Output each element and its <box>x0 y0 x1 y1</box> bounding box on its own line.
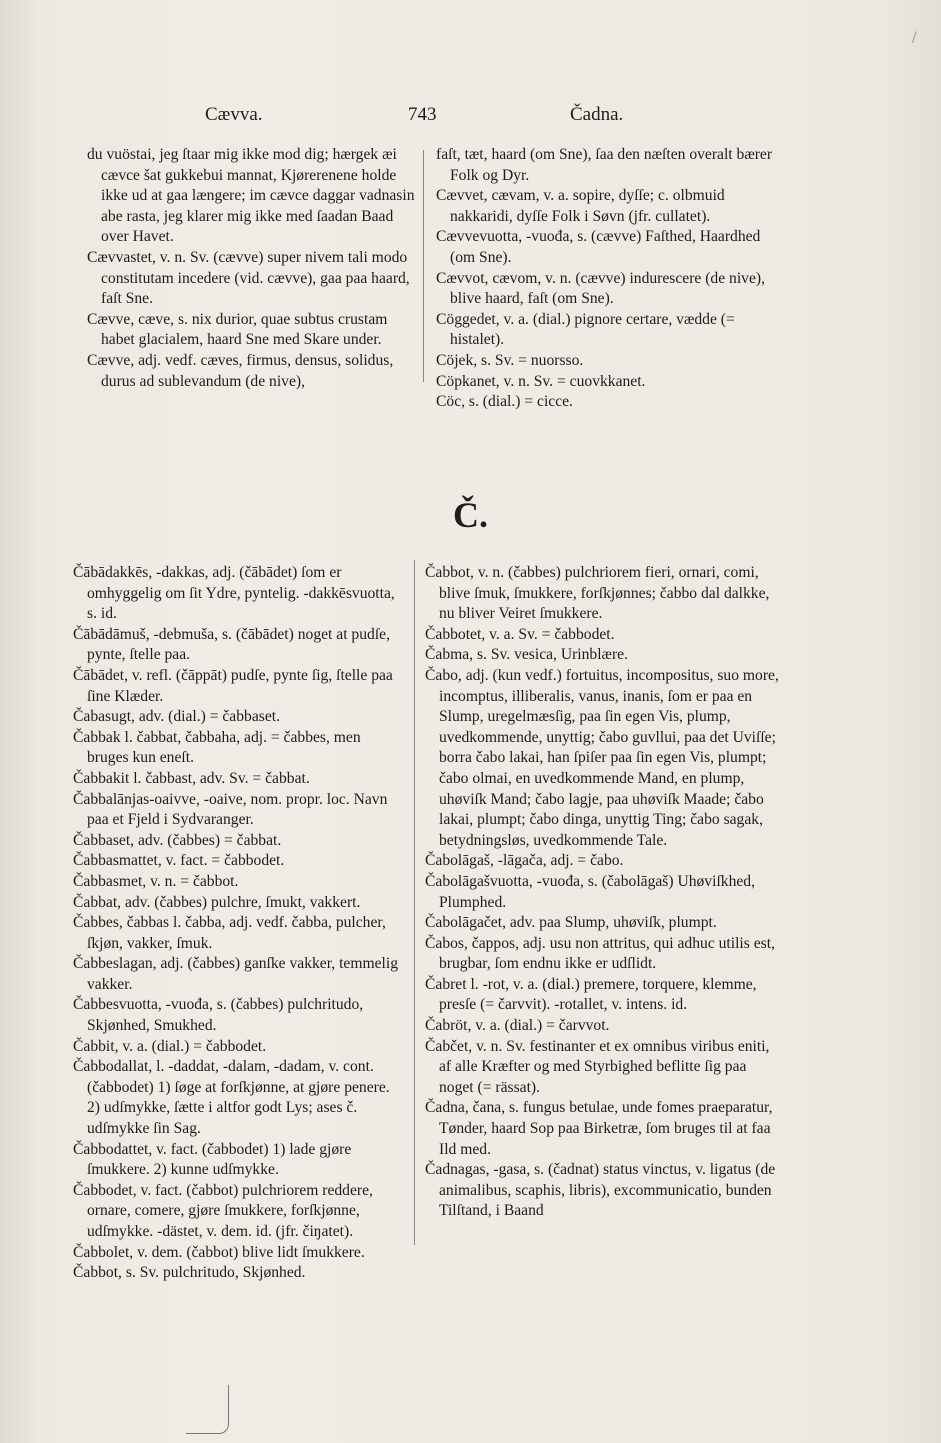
entry: Čabbot, v. n. (čabbes) pulchriorem fieri, ornari, comi, blive ſmuk, ſmukkere, forſkjønnes; čabbo dal dalkke, nu bliver Veiret ſmukkere. <box>425 564 770 623</box>
page-number: 743 <box>408 104 437 125</box>
entry-caevvevuotta: Cævvevuotta, -vuođa, s. (cævve) Faſthed, Haardhed (om Sne). <box>436 228 761 266</box>
entry: Čabbaset, adv. (čabbes) = čabbat. <box>73 831 282 849</box>
entry: Čabröt, v. a. (dial.) = čarvvot. <box>425 1017 610 1035</box>
entry: Čabbasmet, v. n. = čabbot. <box>73 872 239 890</box>
entry-continuation: du vuöstai, jeg ſtaar mig ikke mod dig; hærgek æi cævce šat gukkebui mannat, Kjørerenene holde ikke ud at gaa længere; im cævce daggar vadnasin abe rasta, jeg klarer mig ikke med ſaadan Baad over Havet. <box>87 146 415 246</box>
entry: Čabos, čappos, adj. usu non attritus, qui adhuc utilis est, brugbar, ſom endnu ikke er udſlidt. <box>425 934 775 973</box>
column-rule-bottom <box>414 560 415 1245</box>
entry: Čabbalānjas-oaivve, -oaive, nom. propr. loc. Navn paa et Fjeld i Sydvaranger. <box>73 790 388 829</box>
entry: Čadna, čana, s. fungus betulae, unde fomes praeparatur, Tønder, haard Sop paa Birketræ, ſom bruges til at faa Ild med. <box>425 1099 773 1158</box>
bottom-right-column <box>425 563 783 1222</box>
entry: Čabolāgačet, adv. paa Slump, uhøviſk, plumpt. <box>425 914 717 932</box>
entry: Čābādakkēs, -dakkas, adj. (čābādet) ſom er omhyggelig om ſit Ydre, pyntelig. -dakkēsvuotta, s. id. <box>73 564 395 623</box>
header-right-guideword: Čadna. <box>570 104 624 125</box>
entry: Čabbakit l. čabbast, adv. Sv. = čabbat. <box>73 769 310 787</box>
entry: Čabbeslagan, adj. (čabbes) ganſke vakker, temmelig vakker. <box>73 955 398 993</box>
entry: Čabbodattet, v. fact. (čabbodet) 1) lade gjøre ſmukkere. 2) kunne udſmykke. <box>73 1140 352 1179</box>
entry: Čabbasmattet, v. fact. = čabbodet. <box>73 852 285 870</box>
entry-caevve-adj-cont: faſt, tæt, haard (om Sne), ſaa den næſten overalt bærer Folk og Dyr. <box>436 146 773 184</box>
entry-coc: Cöc, s. (dial.) = cicce. <box>436 393 573 411</box>
entry: Čabbak l. čabbat, čabbaha, adj. = čabbes, men bruges kun eneſt. <box>73 728 361 767</box>
entry: Čabolāgaš, -lāgača, adj. = čabo. <box>425 852 624 870</box>
entry: Čabbat, adv. (čabbes) pulchre, ſmukt, vakkert. <box>73 893 361 911</box>
entry-caevve-noun: Cævve, cæve, s. nix durior, quae subtus crustam habet glacialem, haard Sne med Skare under. <box>87 310 388 349</box>
entry: Čabbolet, v. dem. (čabbot) blive lidt ſmukkere. <box>73 1243 365 1261</box>
entry: Čābādet, v. refl. (čāppāt) pudſe, pynte ſig, ſtelle paa ſine Klæder. <box>73 666 393 705</box>
entry: Čabbes, čabbas l. čabba, adj. vedf. čabba, pulcher, ſkjøn, vakker, ſmuk. <box>73 914 386 952</box>
entry: Čabbodallat, l. -daddat, -dalam, -dadam, v. cont. (čabbodet) 1) ſøge at forſkjønne, at gjøre penere. 2) udſmykke, ſætte i altfor godt Lys; ases č. udſmykke ſin Sag. <box>73 1058 390 1138</box>
bottom-left-column <box>73 563 403 1284</box>
entry-caevvastet: Cævvastet, v. n. Sv. (cævve) super nivem tali modo constitutam incedere (vid. cævve), gaa paa haard, faſt Sne. <box>87 248 410 308</box>
entry: Čadnagas, -gasa, s. (čadnat) status vinctus, v. ligatus (de animalibus, scaphis, libris), excommunicatio, bunden Tilſtand, i Baand <box>425 1161 776 1220</box>
entry-caevvet: Cævvet, cævam, v. a. sopire, dyſſe; c. olbmuid nakkaridi, dyſſe Folk i Søvn (jfr. cullatet). <box>436 187 725 225</box>
entry: Čabbesvuotta, -vuođa, s. (čabbes) pulchritudo, Skjønhed, Smukhed. <box>73 996 364 1035</box>
entry: Čabbit, v. a. (dial.) = čabbodet. <box>73 1037 267 1055</box>
entry-cojek: Cöjek, s. Sv. = nuorsso. <box>436 351 584 369</box>
entry: Čabma, s. Sv. vesica, Urinblære. <box>425 646 628 664</box>
entry: Čabbodet, v. fact. (čabbot) pulchriorem reddere, ornare, comere, gjøre ſmukkere, forſkjønne, udſmykke. -dästet, v. dem. id. (jfr. čiŋatet). <box>73 1181 373 1240</box>
entry-caevvot: Cævvot, cævom, v. n. (cævve) indurescere (de nive), blive haard, faſt (om Sne). <box>436 269 765 308</box>
entry: Čabčet, v. n. Sv. festinanter et ex omnibus viribus eniti, af alle Kræfter og med Styrbighed beflitte ſig paa noget (= rässat). <box>425 1037 770 1096</box>
entry-copkanet: Cöpkanet, v. n. Sv. = cuovkkanet. <box>436 372 646 390</box>
column-rule-top <box>423 150 424 382</box>
entry: Čabasugt, adv. (dial.) = čabbaset. <box>73 708 280 726</box>
section-heading: Č. <box>453 495 488 535</box>
entry-caevve-adj: Cævve, adj. vedf. cæves, firmus, densus, solidus, durus ad sublevandum (de nive), <box>87 351 394 390</box>
entry: Čabo, adj. (kun vedf.) fortuitus, incompositus, suo more, incomptus, illiberalis, vanus, inanis, ſom er paa en Slump, uregelmæsſig, paa ſin egen Vis, plump, uvedkommende, unyttig; čabo guvllui, paa det Uviſſe; borra čabo lakai, han ſpiſer paa ſin egen Vis, plumpt; čabo olmai, en uvedkommende Mand, en plump, uhøviſk Mand; čabo lagje, paa uhøviſk Maade; čabo lakai, plumpt; čabo dinga, unyttig Ting; čabo sagak, betydningsløs, uvedkommende Tale. <box>425 666 779 849</box>
header-left-guideword: Cævva. <box>205 104 263 125</box>
entry: Čabolāgašvuotta, -vuođa, s. (čabolāgaš) Uhøviſkhed, Plumphed. <box>425 872 755 911</box>
entry: Čabbot, s. Sv. pulchritudo, Skjønhed. <box>73 1264 306 1282</box>
top-right-column <box>436 145 781 413</box>
page-header <box>0 104 941 128</box>
entry: Čabret l. -rot, v. a. (dial.) premere, torquere, klemme, presſe (= čarvvit). -rotallet, v. intens. id. <box>425 975 757 1014</box>
top-left-column <box>87 145 417 392</box>
binding-bracket-mark <box>186 1385 229 1434</box>
entry: Čābādāmuš, -debmuša, s. (čābādet) noget at pudſe, pynte, ſtelle paa. <box>73 625 390 664</box>
entry: Čabbotet, v. a. Sv. = čabbodet. <box>425 625 615 643</box>
entry-coggedet: Cöggedet, v. a. (dial.) pignore certare, vædde (= histalet). <box>436 310 735 349</box>
corner-pencil-mark: / <box>912 30 917 46</box>
